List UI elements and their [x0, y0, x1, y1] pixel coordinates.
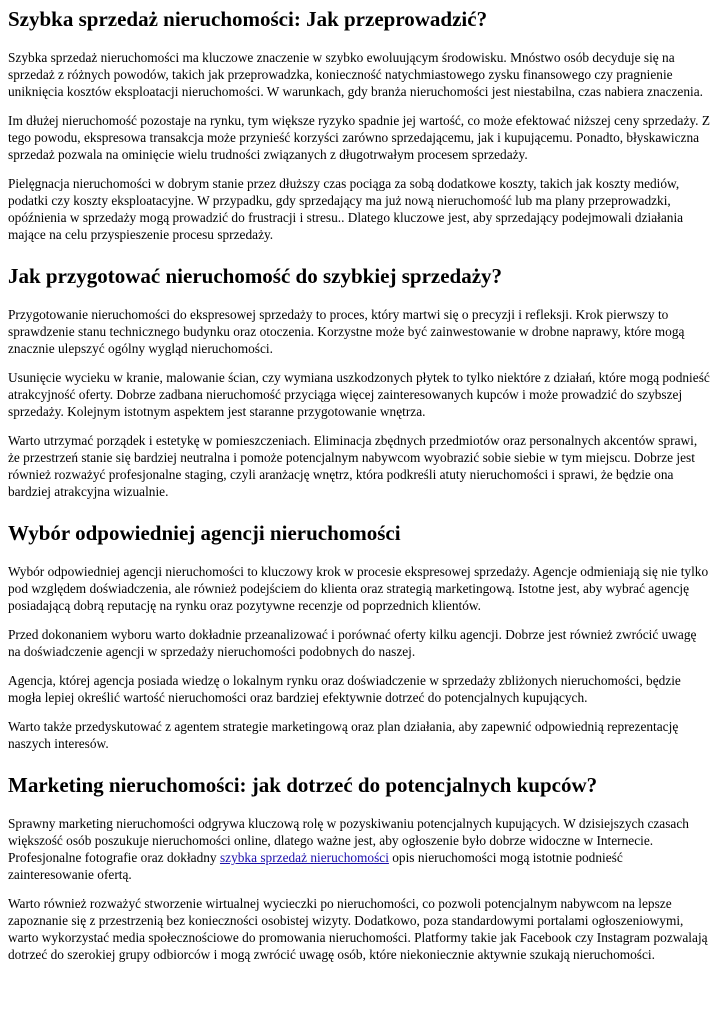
paragraph: Przed dokonaniem wyboru warto dokładnie przeanalizować i porównać oferty kilku agencji. Dobrze jest również zwrócić uwagę na doświadczenie agencji w sprzedaży nieruchomości podobnych do naszej.	[8, 627, 697, 659]
section-heading-4: Marketing nieruchomości: jak dotrzeć do potencjalnych kupców?	[8, 773, 598, 797]
paragraph-text: Sprawny marketing nieruchomości odgrywa kluczową rolę w pozyskiwaniu potencjalnych kupujących. W dzisiejszych czasach większość osób poszukuje nieruchomości online, dlatego ważne jest, aby ogłoszenie było dobrze widoczne w Internecie. Profesjonalne fotografie oraz dokładny	[8, 816, 689, 865]
paragraph: Pielęgnacja nieruchomości w dobrym stanie przez dłuższy czas pociąga za sobą dodatkowe koszty, takich jak koszty mediów, podatki czy koszty eksploatacyjne. W przypadku, gdy sprzedający ma już nową nieruchomość lub ma plany przeprowadzki, opóźnienia w sprzedaży mogą prowadzić do frustracji i stresu.. Dlatego kluczowe jest, aby sprzedający podejmowali działania mające na celu przyspieszenie procesu sprzedaży.	[8, 176, 684, 242]
paragraph-text: opis nieruchomości mogą istotnie podnieść zainteresowanie ofertą.	[8, 850, 623, 882]
paragraph: Szybka sprzedaż nieruchomości ma kluczowe znaczenie w szybko ewoluującym środowisku. Mnóstwo osób decyduje się na sprzedaż z różnych powodów, takich jak przeprowadzka, konieczność natychmiastowego zysku finansowego czy pragnienie uniknięcia kosztów eksploatacji nieruchomości. W warunkach, gdy branża nieruchomości jest niestabilna, czas nabiera znaczenia.	[8, 50, 703, 99]
paragraph: Usunięcie wycieku w kranie, malowanie ścian, czy wymiana uszkodzonych płytek to tylko niektóre z działań, które mogą podnieść atrakcyjność oferty. Dobrze zadbana nieruchomość przyciąga więcej zainteresowanych kupców i może prowadzić do szybszej sprzedaży. Kolejnym istotnym aspektem jest staranne przygotowanie wnętrza.	[8, 370, 710, 419]
section-heading-2: Jak przygotować nieruchomość do szybkiej sprzedaży?	[8, 264, 503, 288]
section-heading-3: Wybór odpowiedniej agencji nieruchomości	[8, 521, 401, 545]
paragraph: Im dłużej nieruchomość pozostaje na rynku, tym większe ryzyko spadnie jej wartość, co może efektować niższej ceny sprzedaży. Z tego powodu, ekspresowa transakcja może przynieść korzyści zarówno sprzedającemu, jak i kupującemu. Ponadto, błyskawiczna sprzedaż pozwala na ominięcie wielu trudności związanych z długotrwałym procesem sprzedaży.	[8, 113, 711, 162]
paragraph: Warto również rozważyć stworzenie wirtualnej wycieczki po nieruchomości, co pozwoli potencjalnym nabywcom na lepsze zapoznanie się z przestrzenią bez konieczności osobistej wizyty. Dodatkowo, poza standardowymi portalami ogłoszeniowymi, warto wykorzystać media społecznościowe do promowania nieruchomości. Platformy takie jak Facebook czy Instagram pozwalają dotrzeć do szerokiej grupy odbiorców i mogą zwrócić uwagę osób, które niekoniecznie aktywnie szukają nieruchomości.	[8, 896, 708, 962]
paragraph: Wybór odpowiedniej agencji nieruchomości to kluczowy krok w procesie ekspresowej sprzedaży. Agencje odmieniają się nie tylko pod względem doświadczenia, ale również podejściem do klienta oraz strategią marketingową. Istotne jest, aby wybrać agencję posiadającą dobrą reputację na rynku oraz pozytywne recenzje od poprzednich klientów.	[8, 564, 709, 613]
section-heading-1: Szybka sprzedaż nieruchomości: Jak przeprowadzić?	[8, 7, 488, 31]
inline-link[interactable]: szybka sprzedaż nieruchomości	[219, 850, 389, 865]
paragraph: Warto także przedyskutować z agentem strategie marketingową oraz plan działania, aby zapewnić odpowiednią reprezentację naszych interesów.	[8, 719, 679, 751]
paragraph: Agencja, której agencja posiada wiedzę o lokalnym rynku oraz doświadczenie w sprzedaży zbliżonych nieruchomości, będzie mogła lepiej określić wartość nieruchomości oraz bardziej efektywnie dotrzeć do potencjalnych kupujących.	[8, 673, 681, 705]
paragraph: Warto utrzymać porządek i estetykę w pomieszczeniach. Eliminacja zbędnych przedmiotów oraz personalnych akcentów sprawi, że przestrzeń stanie się bardziej neutralna i pomoże potencjalnym nabywcom wyobrazić sobie siebie w tym miejscu. Dobrze jest również rozważyć profesjonalne staging, czyli aranżację wnętrz, która podkreśli atuty nieruchomości i sprawi, że będzie ona bardziej atrakcyjna wizualnie.	[8, 433, 698, 499]
paragraph: Przygotowanie nieruchomości do ekspresowej sprzedaży to proces, który martwi się o precyzji i refleksji. Krok pierwszy to sprawdzenie stanu technicznego budynku oraz otoczenia. Korzystne może być zainwestowanie w drobne naprawy, które mogą znacznie ulepszyć ogólny wygląd nieruchomości.	[8, 307, 685, 356]
paragraph-with-link	[8, 815, 712, 883]
